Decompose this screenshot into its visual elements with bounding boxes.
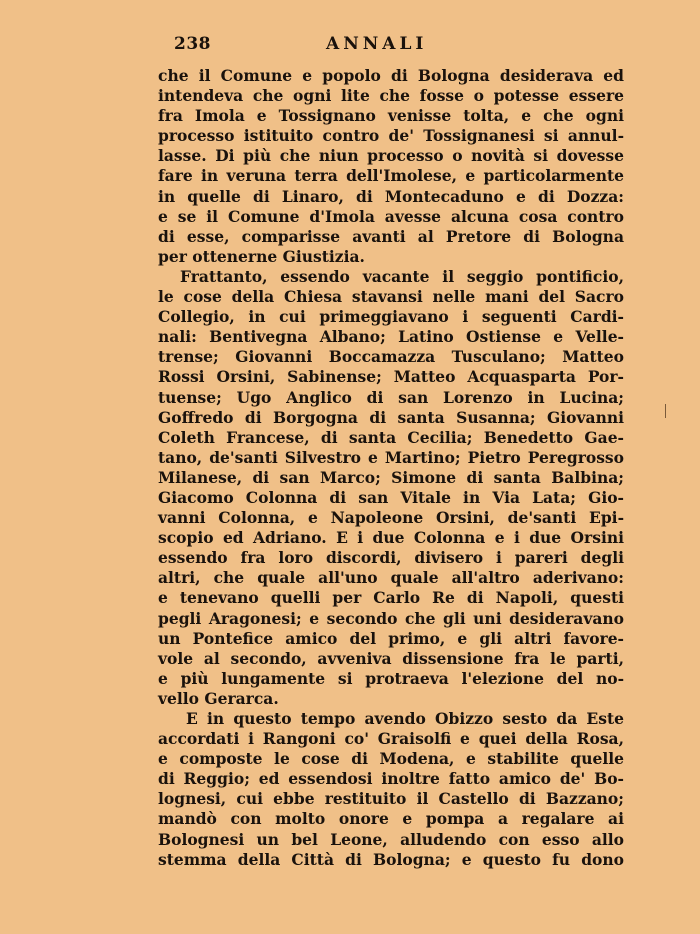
text-line: di Reggio; ed essendosi inoltre fatto amico de' Bo-: [158, 769, 624, 789]
text-line: fra Imola e Tossignano venisse tolta, e che ogni: [158, 106, 624, 126]
text-line: lasse. Di più che niun processo o novità si dovesse: [158, 146, 624, 166]
text-line: le cose della Chiesa stavansi nelle mani del Sacro: [158, 287, 624, 307]
text-line: e più lungamente si protraeva l'elezione del no-: [158, 668, 624, 688]
text-line: in quelle di Linaro, di Montecaduno e di Dozza:: [158, 186, 624, 206]
text-line: stemma della Città di Bologna; e questo fu dono: [158, 849, 624, 869]
text-line: Rossi Orsini, Sabinense; Matteo Acquasparta Por-: [158, 367, 624, 387]
text-line: Coleth Francese, di santa Cecilia; Benedetto Gae-: [158, 427, 624, 447]
text-line: e composte le cose di Modena, e stabilite quelle: [158, 749, 624, 769]
text-line: essendo fra loro discordi, divisero i pareri degli: [158, 548, 624, 568]
text-line: Frattanto, essendo vacante il seggio pontificio,: [180, 266, 624, 286]
text-line: processo istituito contro de' Tossignanesi si annul-: [158, 126, 624, 146]
page-number: 238: [174, 34, 211, 54]
text-line: nali: Bentivegna Albano; Latino Ostiense e Velle-: [158, 327, 624, 347]
text-line: lognesi, cui ebbe restituito il Castello di Bazzano;: [158, 789, 624, 809]
text-line: Bolognesi un bel Leone, alludendo con esso allo: [158, 829, 624, 849]
margin-mark: [665, 404, 666, 418]
text-line: Giacomo Colonna di san Vitale in Via Lata; Gio-: [158, 487, 624, 507]
paragraph: [158, 709, 624, 870]
text-line: Milanese, di san Marco; Simone di santa Balbina;: [158, 467, 624, 487]
text-line: tuense; Ugo Anglico di san Lorenzo in Lucina;: [158, 387, 624, 407]
text-line: vanni Colonna, e Napoleone Orsini, de'santi Epi-: [158, 508, 624, 528]
text-line: di esse, comparisse avanti al Pretore di Bologna: [158, 226, 624, 246]
text-line: Goffredo di Borgogna di santa Susanna; Giovanni: [158, 407, 624, 427]
text-line: per ottenerne Giustizia.: [158, 246, 365, 266]
running-title: ANNALI: [326, 34, 428, 54]
book-page: [158, 34, 624, 870]
text-line: e se il Comune d'Imola avesse alcuna cosa contro: [158, 206, 624, 226]
text-line: fare in veruna terra dell'Imolese, e particolarmente: [158, 166, 624, 186]
text-line: mandò con molto onore e pompa a regalare ai: [158, 809, 624, 829]
text-line: trense; Giovanni Boccamazza Tusculano; Matteo: [158, 347, 624, 367]
text-line: un Pontefice amico del primo, e gli altri favore-: [158, 628, 624, 648]
text-line: Collegio, in cui primeggiavano i seguenti Cardi-: [158, 307, 624, 327]
text-line: E in questo tempo avendo Obizzo sesto da Este: [186, 709, 624, 728]
text-line: vole al secondo, avveniva dissensione fra le parti,: [158, 648, 624, 668]
text-line: che il Comune e popolo di Bologna desiderava ed: [158, 66, 624, 85]
page-header: [158, 34, 624, 62]
text-line: scopio ed Adriano. E i due Colonna e i due Orsini: [158, 528, 624, 548]
paragraph: [158, 267, 624, 709]
text-line: tano, de'santi Silvestro e Martino; Pietro Peregrosso: [158, 447, 624, 467]
text-line: pegli Aragonesi; e secondo che gli uni desideravano: [158, 608, 624, 628]
text-line: vello Gerarca.: [158, 688, 279, 708]
paragraph: [158, 66, 624, 267]
text-line: altri, che quale all'uno quale all'altro aderivano:: [158, 568, 624, 588]
text-line: accordati i Rangoni co' Graisolfi e quei della Rosa,: [158, 729, 624, 749]
text-line: intendeva che ogni lite che fosse o potesse essere: [158, 86, 624, 106]
body-text: [158, 66, 624, 870]
text-line: e tenevano quelli per Carlo Re di Napoli, questi: [158, 588, 624, 608]
